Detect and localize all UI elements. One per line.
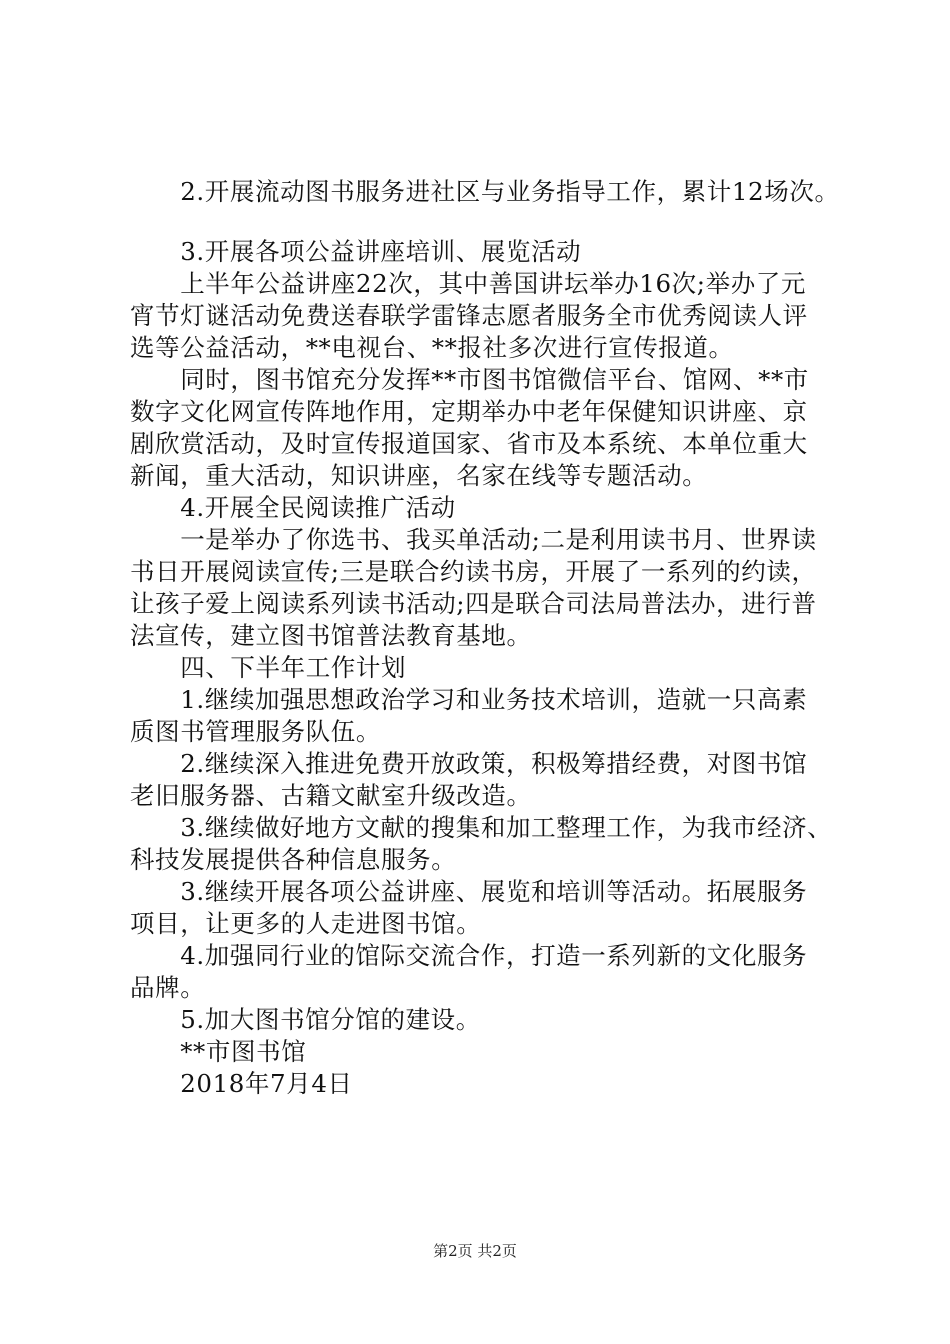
text-line: 剧欣赏活动，及时宣传报道国家、省市及本系统、本单位重大	[130, 429, 808, 458]
text-line: 书日开展阅读宣传;三是联合约读书房，开展了一系列的约读，	[130, 557, 817, 586]
signature-organization: **市图书馆	[130, 1037, 307, 1066]
page-footer: 第2页 共2页	[433, 1242, 517, 1260]
text-line: 宵节灯谜活动免费送春联学雷锋志愿者服务全市优秀阅读人评	[130, 301, 808, 330]
text-line: 同时，图书馆充分发挥**市图书馆微信平台、馆网、**市	[130, 365, 809, 394]
text-line: 4.加强同行业的馆际交流合作，打造一系列新的文化服务	[130, 941, 808, 970]
text-line: 一是举办了你选书、我买单活动;二是利用读书月、世界读	[130, 525, 817, 554]
text-line: 老旧服务器、古籍文献室升级改造。	[130, 781, 532, 810]
text-line: 让孩子爱上阅读系列读书活动;四是联合司法局普法办，进行普	[130, 589, 817, 618]
text-line: 科技发展提供各种信息服务。	[130, 845, 457, 874]
text-line: 5.加大图书馆分馆的建设。	[130, 1005, 481, 1034]
text-line: 法宣传，建立图书馆普法教育基地。	[130, 621, 532, 650]
signature-date: 2018年7月4日	[130, 1069, 353, 1098]
text-line: 2.开展流动图书服务进社区与业务指导工作，累计12场次。	[130, 177, 840, 206]
text-line: 项目，让更多的人走进图书馆。	[130, 909, 482, 938]
section-heading: 3.开展各项公益讲座培训、展览活动	[130, 237, 582, 266]
text-line: 1.继续加强思想政治学习和业务技术培训，造就一只高素	[130, 685, 808, 714]
text-line: 选等公益活动，**电视台、**报社多次进行宣传报道。	[130, 333, 734, 362]
text-line: 2.继续深入推进免费开放政策，积极筹措经费，对图书馆	[130, 749, 808, 778]
text-line: 上半年公益讲座22次，其中善国讲坛举办16次;举办了元	[130, 269, 807, 298]
section-heading: 四、下半年工作计划	[130, 653, 407, 682]
text-line: 数字文化网宣传阵地作用，定期举办中老年保健知识讲座、京	[130, 397, 808, 426]
section-heading: 4.开展全民阅读推广活动	[130, 493, 456, 522]
text-line: 品牌。	[130, 973, 206, 1002]
text-line: 质图书管理服务队伍。	[130, 717, 381, 746]
text-line: 3.继续做好地方文献的搜集和加工整理工作，为我市经济、	[130, 813, 833, 842]
text-line: 3.继续开展各项公益讲座、展览和培训等活动。拓展服务	[130, 877, 808, 906]
text-line: 新闻，重大活动，知识讲座，名家在线等专题活动。	[130, 461, 708, 490]
